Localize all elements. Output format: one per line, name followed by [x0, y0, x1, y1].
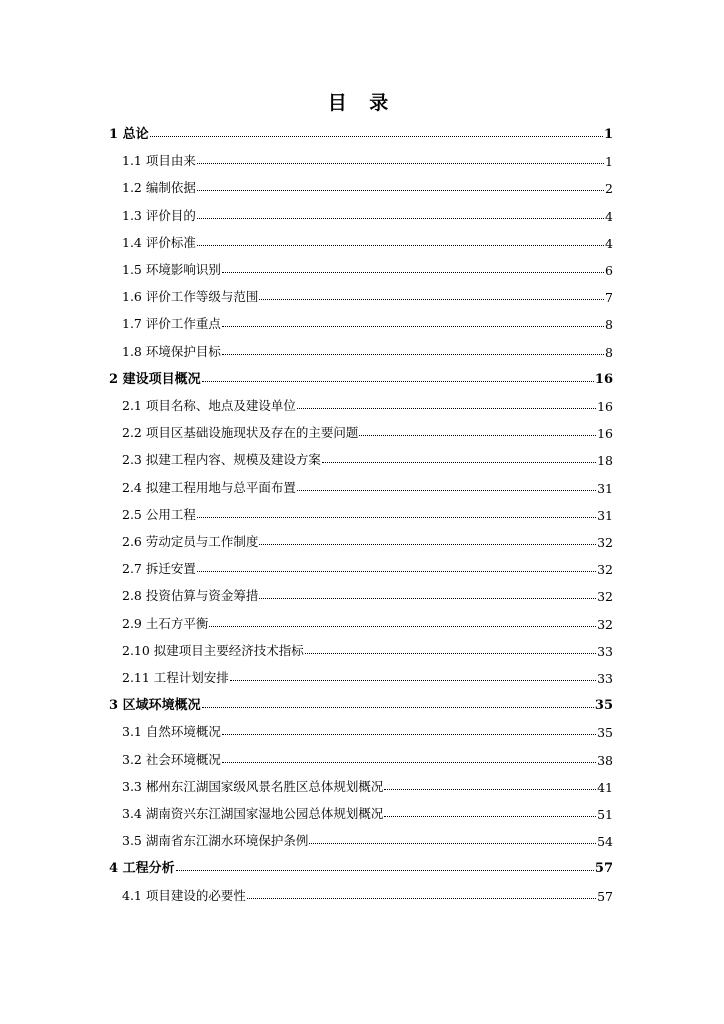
toc-entry-label: 1.2 编制依据 [122, 180, 196, 196]
toc-section-entry[interactable] [122, 503, 613, 523]
toc-section-entry[interactable] [122, 748, 613, 768]
toc-section-entry[interactable] [122, 176, 613, 196]
toc-entry-label: 1.8 环境保护目标 [122, 343, 221, 359]
toc-page-number: 57 [597, 888, 613, 904]
toc-dot-leader [222, 272, 604, 273]
toc-entry-label: 2.1 项目名称、地点及建设单位 [122, 398, 296, 413]
toc-section-entry[interactable] [122, 666, 613, 686]
toc-dot-leader [209, 626, 596, 627]
toc-dot-leader [247, 898, 596, 899]
toc-dot-leader [197, 517, 596, 518]
toc-entry-label: 2.5 公用工程 [122, 506, 196, 522]
toc-page-number: 32 [597, 589, 613, 605]
toc-page-number: 16 [597, 399, 613, 414]
toc-dot-leader [309, 843, 596, 844]
toc-entry-label: 2.7 拆迁安置 [122, 561, 196, 577]
toc-section-entry[interactable] [122, 421, 613, 441]
toc-page-number: 6 [605, 263, 613, 278]
toc-dot-leader [384, 816, 596, 817]
toc-page-number: 54 [597, 834, 613, 850]
toc-chapter-entry[interactable] [109, 122, 613, 142]
toc-dot-leader [259, 598, 596, 599]
toc-page-number: 4 [605, 208, 613, 224]
toc-page-number: 31 [597, 480, 613, 496]
toc-entry-label: 1.1 项目由来 [122, 153, 196, 169]
toc-page-number: 1 [603, 127, 613, 142]
toc-section-entry[interactable] [122, 394, 613, 414]
toc-entry-label: 2 建设项目概况 [109, 371, 201, 387]
toc-section-entry[interactable] [122, 448, 613, 468]
toc-dot-leader [197, 163, 604, 164]
toc-page-number: 8 [605, 344, 613, 360]
toc-dot-leader [197, 245, 604, 246]
toc-entry-label: 4.1 项目建设的必要性 [122, 887, 246, 903]
toc-section-entry[interactable] [122, 204, 613, 224]
toc-entry-label: 2.3 拟建工程内容、规模及建设方案 [122, 452, 321, 468]
toc-page-number: 18 [597, 453, 613, 469]
toc-page-number: 31 [597, 507, 613, 523]
toc-entry-label: 3.4 湖南资兴东江湖国家湿地公园总体规划概况 [122, 806, 384, 821]
toc-section-entry[interactable] [122, 720, 613, 740]
toc-dot-leader [384, 789, 596, 790]
toc-section-entry[interactable] [122, 612, 613, 632]
toc-section-entry[interactable] [122, 829, 613, 849]
toc-title: 目 录 [327, 92, 397, 114]
toc-entry-label: 2.11 工程计划安排 [122, 670, 229, 685]
toc-page-number: 16 [594, 371, 613, 387]
toc-page-number: 35 [597, 725, 613, 741]
toc-entry-label: 1.5 环境影响识别 [122, 262, 221, 277]
toc-dot-leader [197, 190, 604, 191]
toc-page-number: 8 [605, 317, 613, 333]
toc-page-number: 1 [605, 154, 613, 170]
toc-entry-label: 2.8 投资估算与资金筹措 [122, 588, 259, 604]
toc-dot-leader [222, 354, 604, 355]
toc-section-entry[interactable] [122, 775, 613, 795]
toc-entry-label: 3.3 郴州东江湖国家级风景名胜区总体规划概况 [122, 778, 384, 794]
toc-dot-leader [297, 490, 596, 491]
toc-dot-leader [305, 653, 596, 654]
toc-section-entry[interactable] [122, 802, 613, 822]
toc-dot-leader [359, 435, 596, 436]
toc-dot-leader [222, 326, 604, 327]
toc-dot-leader [176, 870, 594, 871]
toc-section-entry[interactable] [122, 884, 613, 904]
toc-dot-leader [259, 544, 596, 545]
toc-dot-leader [202, 707, 594, 708]
toc-section-entry[interactable] [122, 231, 613, 251]
toc-dot-leader [297, 408, 596, 409]
toc-page-number: 32 [597, 616, 613, 632]
toc-dot-leader [222, 734, 596, 735]
toc-section-entry[interactable] [122, 557, 613, 577]
toc-page-number: 33 [597, 643, 613, 659]
toc-section-entry[interactable] [122, 149, 613, 169]
toc-entry-label: 1 总论 [109, 127, 149, 142]
toc-entry-label: 3.1 自然环境概况 [122, 724, 221, 740]
toc-chapter-entry[interactable] [109, 856, 613, 876]
toc-dot-leader [230, 680, 596, 681]
toc-entry-label: 4 工程分析 [109, 861, 175, 877]
toc-section-entry[interactable] [122, 312, 613, 332]
toc-chapter-entry[interactable] [109, 367, 613, 387]
toc-entry-label: 1.3 评价目的 [122, 207, 196, 223]
toc-entry-label: 2.2 项目区基础设施现状及存在的主要问题 [122, 425, 359, 441]
toc-entry-label: 3.2 社会环境概况 [122, 751, 221, 767]
toc-section-entry[interactable] [122, 530, 613, 550]
toc-dot-leader [197, 571, 596, 572]
toc-section-entry[interactable] [122, 258, 613, 278]
toc-page-number: 35 [594, 698, 613, 714]
toc-entry-label: 3.5 湖南省东江湖水环境保护条例 [122, 833, 309, 849]
toc-section-entry[interactable] [122, 285, 613, 305]
toc-entry-label: 1.6 评价工作等级与范围 [122, 289, 259, 305]
toc-page-number: 33 [597, 671, 613, 686]
toc-dot-leader [150, 136, 603, 137]
toc-page-number: 7 [605, 290, 613, 306]
toc-dot-leader [202, 381, 594, 382]
toc-dot-leader [259, 299, 604, 300]
toc-entry-label: 1.7 评价工作重点 [122, 316, 221, 332]
toc-page-number: 57 [594, 861, 613, 877]
toc-section-entry[interactable] [122, 639, 613, 659]
toc-page-number: 4 [605, 235, 613, 251]
toc-page-number: 41 [597, 779, 613, 795]
toc-page-number: 2 [605, 181, 613, 197]
toc-section-entry[interactable] [122, 340, 613, 360]
toc-entry-label: 2.10 拟建项目主要经济技术指标 [122, 642, 304, 658]
toc-entry-label: 2.4 拟建工程用地与总平面布置 [122, 479, 296, 495]
toc-dot-leader [322, 462, 596, 463]
toc-entry-label: 2.9 土石方平衡 [122, 615, 209, 631]
toc-dot-leader [197, 218, 604, 219]
toc-page-number: 32 [597, 535, 613, 550]
toc-page-number: 51 [597, 807, 613, 822]
toc-entry-label: 3 区域环境概况 [109, 698, 201, 714]
toc-entry-label: 1.4 评价标准 [122, 234, 196, 250]
toc-chapter-entry[interactable] [109, 693, 613, 713]
toc-entry-label: 2.6 劳动定员与工作制度 [122, 534, 259, 549]
toc-dot-leader [222, 762, 596, 763]
toc-section-entry[interactable] [122, 584, 613, 604]
toc-page-number: 16 [597, 426, 613, 442]
toc-section-entry[interactable] [122, 476, 613, 496]
toc-page-number: 32 [597, 562, 613, 578]
toc-page-number: 38 [597, 752, 613, 768]
